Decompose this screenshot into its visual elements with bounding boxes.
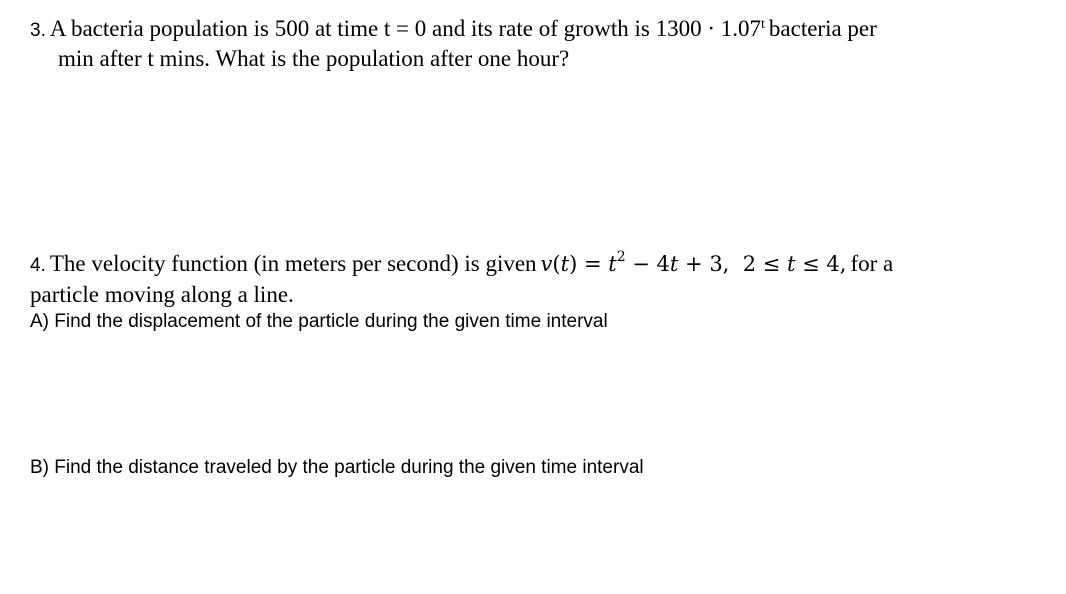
- problem-4-text: The velocity function (in meters per second) is given: [49, 251, 537, 276]
- math-le-4: ≤ 4,: [795, 252, 847, 276]
- math-t-interval: t: [787, 252, 796, 276]
- velocity-equation: [540, 249, 847, 276]
- problem-4-part-a: A) Find the displacement of the particle during the given time interval: [30, 311, 608, 332]
- problem-4-text-tail: for a: [850, 251, 894, 276]
- problem-3-line-1: [30, 17, 877, 40]
- math-minus-4: − 4: [625, 252, 670, 276]
- math-equals: =: [577, 252, 609, 276]
- problem-3-text-tail: bacteria per: [768, 16, 877, 41]
- math-open-paren: (: [552, 252, 561, 276]
- problem-3-exponent: t: [761, 16, 765, 32]
- problem-3-text: A bacteria population is 500 at time t = 0 and its rate of growth is 1300 · 1.07: [49, 16, 762, 41]
- math-plus-3-interval: + 3, 2 ≤: [678, 252, 788, 276]
- math-t-squared: t: [608, 252, 617, 276]
- math-close-paren: ): [569, 252, 578, 276]
- problem-3-line-2: min after t mins. What is the population after one hour?: [58, 46, 570, 71]
- math-t-linear: t: [669, 252, 679, 276]
- math-exponent-2: 2: [616, 249, 626, 265]
- math-v: v: [540, 252, 553, 276]
- problem-4-number: 4.: [30, 255, 46, 276]
- problem-3-number: 3.: [30, 20, 46, 41]
- problem-4-line-2: particle moving along a line.: [30, 282, 294, 307]
- math-t: t: [560, 252, 570, 276]
- problem-4-line-1: [30, 249, 894, 276]
- problem-4-part-b: B) Find the distance traveled by the particle during the given time interval: [30, 457, 644, 478]
